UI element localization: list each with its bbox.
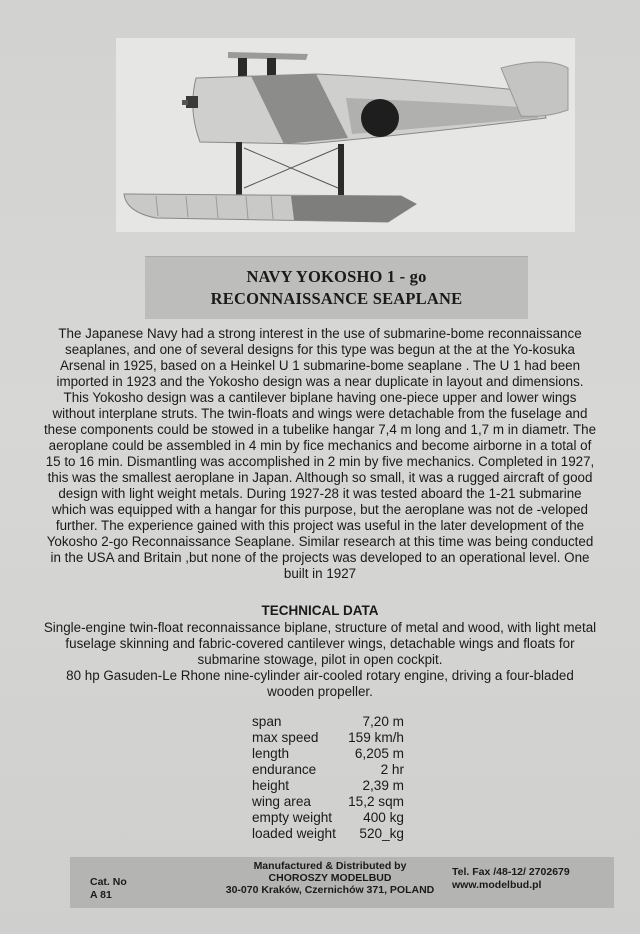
manufacturer-footer: [70, 857, 614, 908]
text-line: aeroplane could be assembled in 4 min by fice mechanics and become airborne in a total of: [48, 438, 592, 453]
manufactured-by: Manufactured & Distributed by: [253, 860, 407, 872]
text-line: Arsenal in 1925, based on a Heinkel U 1 submarine-bome seaplane . The U 1 had been: [59, 358, 581, 373]
title-band: [145, 256, 528, 319]
text-line: this was the smallest aeroplane in Japan. Although so small, it was a rugged aircraft of good: [47, 470, 593, 485]
text-line: 15 to 16 min. Dismantling was accomplished in 2 min by five mechanics. Completed in 1927,: [45, 454, 595, 469]
spec-row: [252, 730, 404, 746]
spec-value: 400 kg: [363, 810, 404, 825]
spec-row: [252, 810, 404, 826]
float-strut: [236, 142, 242, 196]
phone-fax: Tel. Fax /48-12/ 2702679: [452, 866, 570, 878]
spec-label: max speed: [252, 730, 319, 745]
spec-row: [252, 826, 404, 842]
seaplane-drawing: [116, 38, 575, 232]
spec-value: 15,2 sqm: [348, 794, 404, 809]
spec-label: length: [252, 746, 290, 761]
spec-row: [252, 714, 404, 730]
text-line: without interplane struts. The twin-floats and wings were detachable from the fuselage and: [52, 406, 588, 421]
text-line: Single-engine twin-float reconnaissance biplane, structure of metal and wood, with light metal: [43, 620, 597, 635]
text-line: submarine stowage, pilot in open cockpit.: [197, 652, 443, 667]
text-line: wooden propeller.: [267, 684, 373, 699]
text-line: Yokosho 2-go Reconnaissance Seaplane. Similar research at this time was being conducted: [46, 534, 594, 549]
catalog-value: A 81: [90, 889, 112, 901]
spec-value: 159 km/h: [348, 730, 404, 745]
catalog-number: [90, 876, 127, 902]
text-line: The Japanese Navy had a strong interest in the use of submarine-bome reconnaissance: [58, 326, 582, 341]
spec-label: wing area: [252, 794, 311, 809]
text-line: This Yokosho design was a cantilever biplane having one-piece upper and lower wings: [63, 390, 577, 405]
description-text: [22, 326, 618, 582]
spec-value: 7,20 m: [362, 714, 404, 729]
text-line: 80 hp Gasuden-Le Rhone nine-cylinder air-cooled rotary engine, driving a four-bladed: [66, 668, 574, 683]
spec-value: 2,39 m: [362, 778, 404, 793]
text-line: fuselage skinning and fabric-covered cantilever wings, detachable wings and floats for: [65, 636, 575, 651]
spec-value: 520_kg: [359, 826, 404, 841]
technical-description: [22, 620, 618, 700]
text-line: imported in 1923 and the Yokosho design was a near duplicate in layout and dimensions.: [56, 374, 584, 389]
spec-row: [252, 762, 404, 778]
contact-info: [452, 866, 570, 892]
text-line: further. The experience gained with this project was useful in the later development of the: [55, 518, 585, 533]
spec-row: [252, 746, 404, 762]
text-line: in the USA and Britain ,but none of the projects was developed to an operational level. One: [50, 550, 590, 565]
spec-row: [252, 778, 404, 794]
spec-value: 6,205 m: [354, 746, 404, 761]
text-line: design with light weight metals. During 1927-28 it was tested aboard the 1-21 submarine: [58, 486, 582, 501]
spec-label: loaded weight: [252, 826, 336, 841]
website: www.modelbud.pl: [452, 879, 542, 891]
seaplane-illustration: [116, 38, 575, 232]
spec-label: span: [252, 714, 282, 729]
company-name: CHOROSZY MODELBUD: [268, 872, 392, 884]
text-line: these components could be stowed in a tubelike hangar 7,4 m long and 1,7 m in diametr. The: [43, 422, 597, 437]
title-line-1: NAVY YOKOSHO 1 - go: [246, 267, 427, 286]
roundel: [361, 99, 399, 137]
float-strut: [338, 144, 344, 196]
title-line-2: RECONNAISSANCE SEAPLANE: [210, 289, 463, 308]
text-line: which was equipped with a hangar for this purpose, but the aeroplane was not de -veloped: [52, 502, 588, 517]
technical-data-heading: TECHNICAL DATA: [261, 603, 379, 618]
spec-value: 2 hr: [380, 762, 404, 777]
spec-label: endurance: [252, 762, 317, 777]
manufacturer-info: [210, 860, 450, 896]
spec-label: height: [252, 778, 290, 793]
company-address: 30-070 Kraków, Czernichów 371, POLAND: [225, 884, 435, 896]
spec-label: empty weight: [252, 810, 333, 825]
spec-row: [252, 794, 404, 810]
text-line: built in 1927: [283, 566, 357, 581]
text-line: seaplanes, and one of several designs for this type was begun at the at the Yo-kosuka: [65, 342, 575, 357]
specifications-table: [252, 714, 404, 842]
catalog-label: Cat. No: [90, 876, 127, 888]
